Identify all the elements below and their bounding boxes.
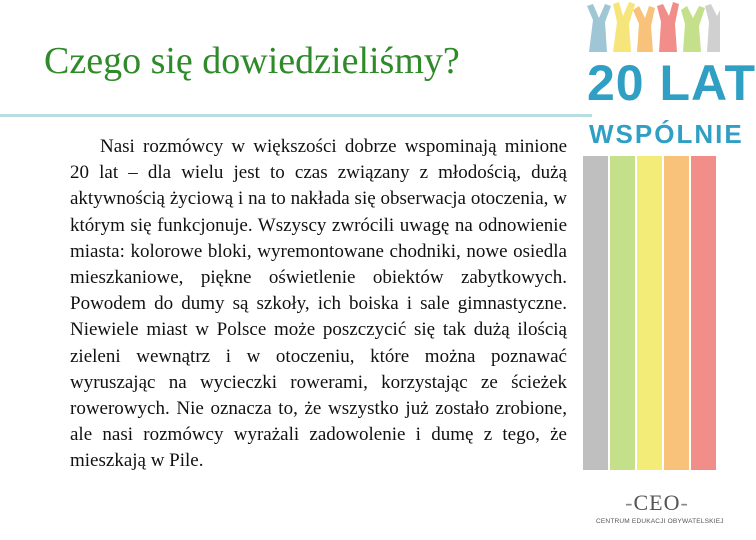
ceo-full-name: CENTRUM EDUKACJI OBYWATELSKIEJ xyxy=(596,518,724,525)
people-figures-icon xyxy=(583,0,720,52)
stripe-green xyxy=(610,156,635,470)
title-divider xyxy=(0,114,592,117)
stripe-yellow xyxy=(637,156,662,470)
anniversary-logo xyxy=(583,0,756,470)
ceo-logo: -CEO- CENTRUM EDUKACJI OBYWATELSKIEJ xyxy=(596,490,724,525)
logo-sub-text: WSPÓLNIE xyxy=(589,119,744,149)
logo-main-text: 20 LAT xyxy=(587,55,756,111)
stripe-red xyxy=(691,156,716,470)
body-paragraph: Nasi rozmówcy w większości dobrze wspominają minione 20 lat – dla wielu jest to czas związany z młodością, dużą aktywnością życiową i na to nakłada się obserwacja otoczenia, w którym się funkcjonuje. Wszyscy zwrócili uwagę na odnowienie miasta: kolorowe bloki, wyremontowane chodniki, nowe osiedla mieszkaniowe, piękne oświetlenie obiektów zabytkowych. Powodem do dumy są szkoły, ich boiska i sale gimnastyczne. Niewiele miast w Polsce może poszczycić się tak dużą ilością zieleni wewnątrz i w otoczeniu, które można poznawać wyruszając na wycieczki rowerami, korzystając ze ścieżek rowerowych. Nie oznacza to, że wszystko już zostało zrobione, ale nasi rozmówcy wyrażali zadowolenie i dumę z tego, że mieszkają w Pile. xyxy=(70,136,567,472)
stripe-orange xyxy=(664,156,689,470)
slide-title: Czego się dowiedzieliśmy? xyxy=(44,40,460,82)
color-stripes xyxy=(583,156,720,470)
stripe-gray xyxy=(583,156,608,470)
ceo-mark-text: CEO xyxy=(633,490,681,515)
